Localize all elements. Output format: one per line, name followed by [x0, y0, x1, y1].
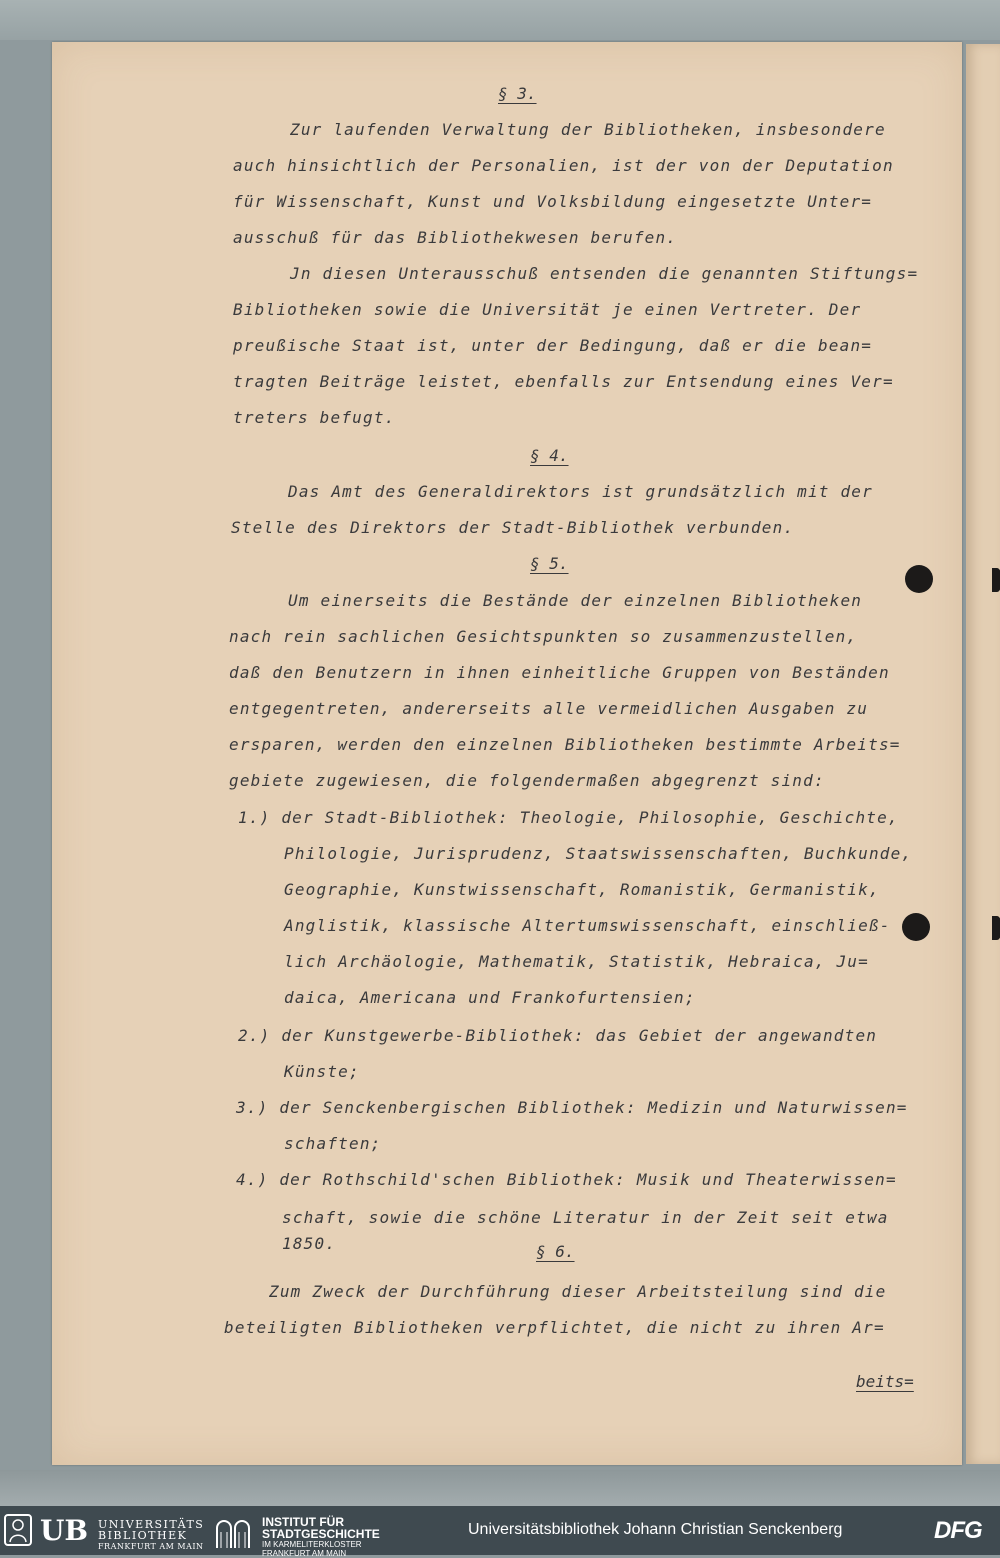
section-heading-6: § 6.: [536, 1242, 575, 1261]
text-line: ersparen, werden den einzelnen Bibliotheken bestimmte Arbeits=: [229, 735, 901, 754]
text-line: Um einerseits die Bestände der einzelnen Bibliotheken: [288, 591, 863, 610]
text-line: Das Amt des Generaldirektors ist grundsätzlich mit der: [288, 482, 873, 501]
text-line: beteiligten Bibliotheken verpflichtet, die nicht zu ihren Ar=: [224, 1318, 885, 1337]
text-line: ausschuß für das Bibliothekwesen berufen.: [233, 228, 678, 247]
text-line: Bibliotheken sowie die Universität je einen Vertreter. Der: [233, 300, 862, 319]
footer-title: Universitätsbibliothek Johann Christian Senckenberg: [468, 1521, 843, 1538]
adjacent-page-edge: [966, 44, 1000, 1464]
list-item-3: 3.) der Senckenbergischen Bibliothek: Medizin und Naturwissen=: [236, 1098, 908, 1117]
isg-logo-icon: [214, 1514, 252, 1548]
punch-hole: [902, 913, 930, 941]
list-item-2: 2.) der Kunstgewerbe-Bibliothek: das Gebiet der angewandten: [238, 1026, 878, 1045]
catchword: beits=: [856, 1372, 914, 1391]
isg-line: FRANKFURT AM MAIN: [262, 1549, 347, 1558]
punch-hole: [992, 916, 1000, 940]
text-line: auch hinsichtlich der Personalien, ist der von der Deputation: [233, 156, 894, 175]
isg-line: STADTGESCHICHTE: [262, 1527, 380, 1541]
text-line: daß den Benutzern in ihnen einheitliche Gruppen von Beständen: [229, 663, 890, 682]
text-line: gebiete zugewiesen, die folgendermaßen abgegrenzt sind:: [229, 771, 825, 790]
text-line: preußische Staat ist, unter der Bedingung, daß er die bean=: [233, 336, 873, 355]
isg-logo-text: [262, 1516, 380, 1558]
text-line: daica, Americana und Frankofurtensien;: [284, 988, 696, 1007]
text-line: für Wissenschaft, Kunst und Volksbildung eingesetzte Unter=: [233, 192, 873, 211]
text-line: Stelle des Direktors der Stadt-Bibliothek verbunden.: [231, 518, 795, 537]
ub-line: UNIVERSITÄTS: [98, 1518, 205, 1531]
ub-logo-letters: UB: [40, 1514, 89, 1547]
ub-logo-text: [98, 1519, 204, 1552]
scanner-background-bottom: [0, 1470, 1000, 1506]
text-line: entgegentreten, andererseits alle vermeidlichen Ausgaben zu: [229, 699, 869, 718]
text-line: treters befugt.: [233, 408, 396, 427]
ub-line: BIBLIOTHEK: [98, 1529, 188, 1542]
text-line: Künste;: [284, 1062, 360, 1081]
text-line: schaft, sowie die schöne Literatur in der Zeit seit etwa: [282, 1208, 889, 1227]
text-line: tragten Beiträge leistet, ebenfalls zur Entsendung eines Ver=: [233, 372, 894, 391]
text-line: Jn diesen Unterausschuß entsenden die genannten Stiftungs=: [290, 264, 919, 283]
text-line: lich Archäologie, Mathematik, Statistik, Hebraica, Ju=: [284, 952, 869, 971]
text-line: 1850.: [282, 1234, 337, 1253]
text-line: Zum Zweck der Durchführung dieser Arbeitsteilung sind die: [269, 1282, 887, 1301]
punch-hole: [905, 565, 933, 593]
section-heading-4: § 4.: [530, 446, 569, 465]
ub-logo-icon: [4, 1514, 32, 1546]
text-line: nach rein sachlichen Gesichtspunkten so zusammenzustellen,: [229, 627, 858, 646]
list-item-4: 4.) der Rothschild'schen Bibliothek: Musik und Theaterwissen=: [236, 1170, 897, 1189]
punch-hole: [992, 568, 1000, 592]
dfg-logo: DFG: [934, 1517, 982, 1544]
text-line: Philologie, Jurisprudenz, Staatswissenschaften, Buchkunde,: [284, 844, 913, 863]
list-item-1: 1.) der Stadt-Bibliothek: Theologie, Philosophie, Geschichte,: [238, 808, 899, 827]
isg-line: IM KARMELITERKLOSTER: [262, 1540, 362, 1549]
ub-line: FRANKFURT AM MAIN: [98, 1542, 204, 1551]
section-heading-3: § 3.: [498, 84, 537, 103]
isg-line: INSTITUT FÜR: [262, 1515, 344, 1529]
text-line: Zur laufenden Verwaltung der Bibliotheken, insbesondere: [290, 120, 886, 139]
scanner-background-top: [0, 0, 1000, 40]
text-line: Geographie, Kunstwissenschaft, Romanistik, Germanistik,: [284, 880, 880, 899]
text-line: schaften;: [284, 1134, 382, 1153]
viewer-footer-bar: [0, 1506, 1000, 1558]
text-line: Anglistik, klassische Altertumswissenschaft, einschließ-: [284, 916, 891, 935]
section-heading-5: § 5.: [530, 554, 569, 573]
typewritten-page: [52, 42, 962, 1465]
